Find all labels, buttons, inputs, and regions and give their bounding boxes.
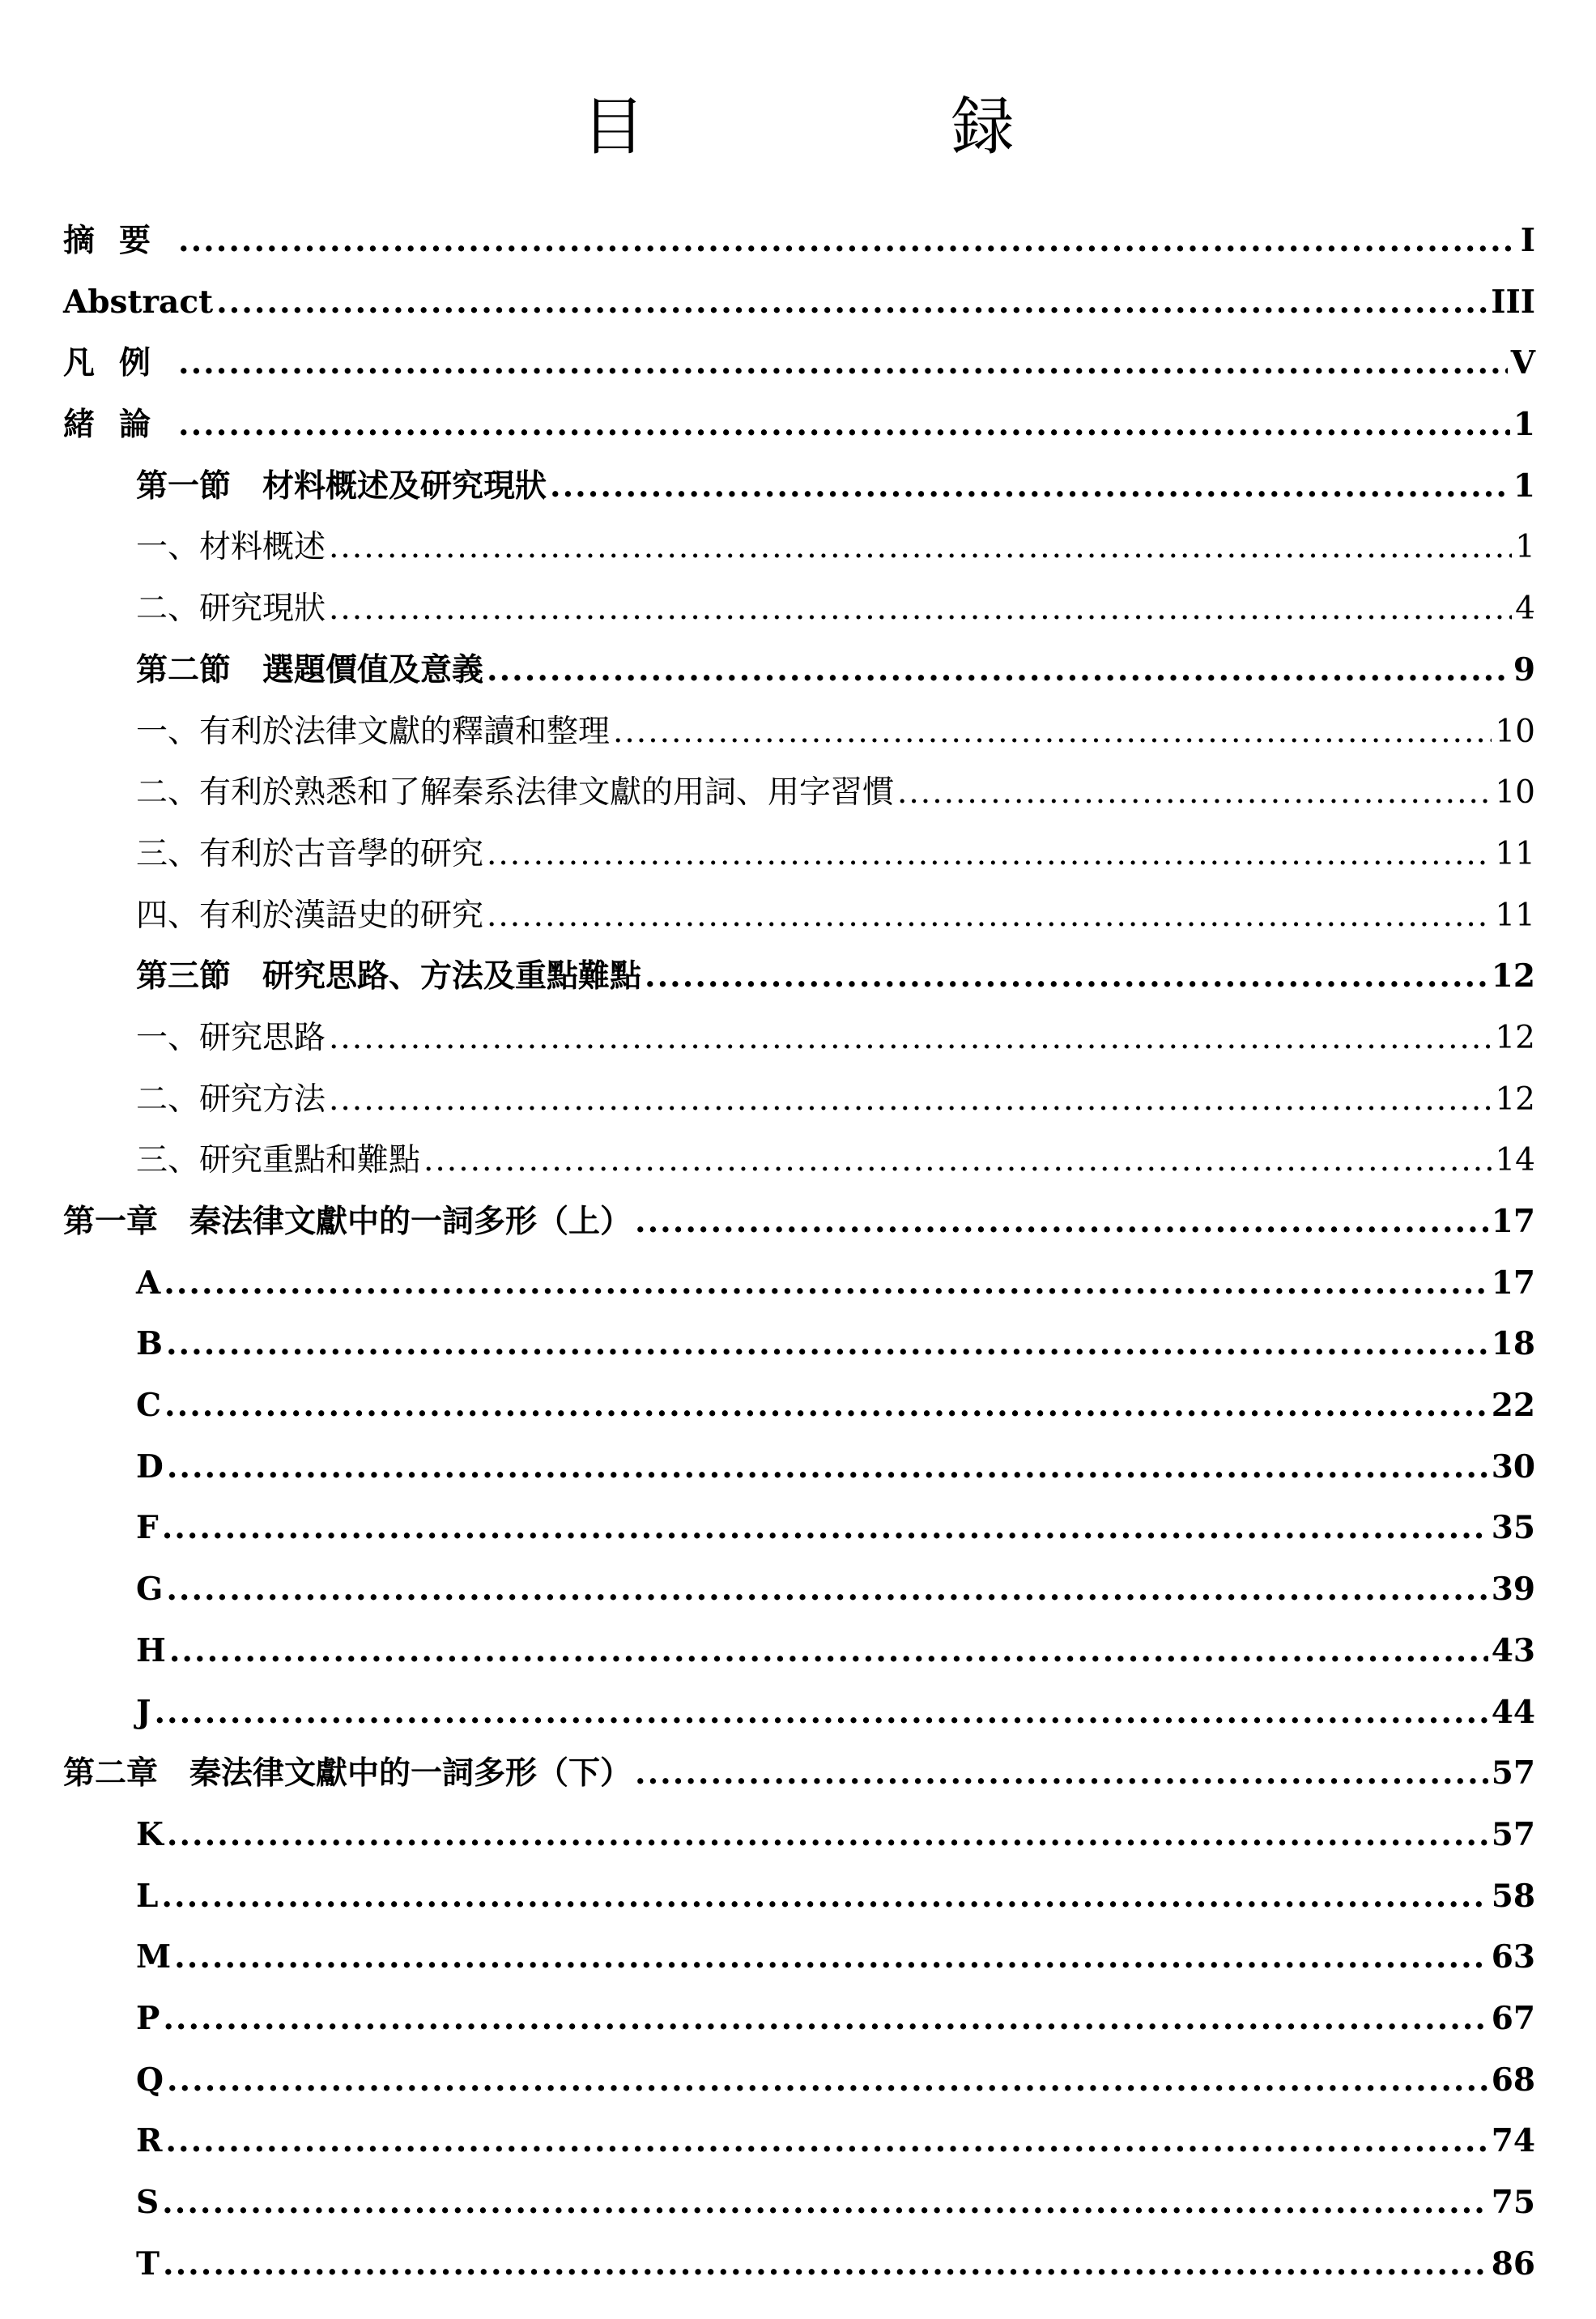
toc-entry-label: 摘要 [63, 222, 176, 259]
toc-entry-page-number: 43 [1491, 1631, 1535, 1669]
toc-entry-label: 凡例 [63, 344, 176, 382]
toc-entry-label: 三、有利於古音學的研究 [136, 835, 484, 872]
toc-entry-label: A [136, 1264, 161, 1302]
toc-dot-leader [167, 1437, 1488, 1498]
toc-dot-leader [162, 1498, 1488, 1559]
toc-entry-page-number: 22 [1491, 1387, 1535, 1425]
toc-entry[interactable] [63, 517, 1535, 578]
toc-entry[interactable] [63, 1008, 1535, 1069]
toc-entry-label: 一、研究思路 [136, 1019, 326, 1056]
toc-entry[interactable] [63, 1437, 1535, 1498]
toc-dot-leader [178, 211, 1517, 272]
toc-dot-leader [166, 1559, 1487, 1621]
toc-entry[interactable] [63, 2234, 1535, 2296]
toc-entry-label: Abstract [63, 283, 214, 321]
toc-entry-page-number: 12 [1491, 957, 1535, 995]
toc-entry[interactable] [63, 1191, 1535, 1253]
toc-entry-label: P [136, 1999, 160, 2037]
toc-entry-page-number: 11 [1495, 897, 1535, 934]
toc-entry-label: 一、有利於法律文獻的釋讀和整理 [136, 713, 611, 750]
toc-entry-page-number: 17 [1491, 1264, 1535, 1302]
toc-dot-leader [154, 1682, 1487, 1744]
toc-dot-leader [178, 394, 1510, 456]
toc-dot-leader [487, 885, 1492, 947]
toc-entry-page-number: III [1491, 283, 1535, 321]
toc-entry-page-number: 67 [1491, 1999, 1535, 2037]
toc-entry[interactable] [63, 394, 1535, 456]
toc-entry-label: 第一節 材料概述及研究現狀 [136, 467, 547, 505]
toc-dot-leader [635, 1743, 1488, 1805]
toc-entry-label: 二、研究方法 [136, 1081, 326, 1118]
toc-entry-label: S [136, 2184, 160, 2221]
table-of-contents [63, 211, 1535, 2295]
toc-entry-label: K [136, 1815, 164, 1853]
toc-dot-leader [329, 578, 1512, 640]
toc-entry-page-number: I [1520, 222, 1535, 259]
toc-entry[interactable] [63, 1989, 1535, 2050]
toc-dot-leader [166, 1314, 1488, 1375]
toc-entry-page-number: 39 [1491, 1571, 1535, 1609]
toc-dot-leader [165, 2111, 1487, 2172]
toc-entry-label: M [136, 1938, 172, 1976]
toc-entry[interactable] [63, 1069, 1535, 1131]
toc-entry-page-number: 35 [1491, 1509, 1535, 1547]
toc-dot-leader [174, 1927, 1488, 1989]
toc-entry-page-number: 1 [1513, 406, 1535, 444]
toc-entry-label: 二、研究現狀 [136, 590, 326, 628]
toc-entry-page-number: 86 [1491, 2244, 1535, 2283]
toc-dot-leader [423, 1130, 1492, 1191]
toc-dot-leader [550, 456, 1510, 518]
toc-entry[interactable] [63, 640, 1535, 701]
toc-entry-page-number: 74 [1491, 2122, 1535, 2160]
toc-entry-page-number: 4 [1515, 590, 1535, 628]
toc-entry-page-number: 58 [1491, 1877, 1535, 1915]
toc-dot-leader [897, 762, 1492, 824]
toc-entry-page-number: 12 [1495, 1019, 1535, 1056]
toc-entry[interactable] [63, 1130, 1535, 1191]
toc-entry[interactable] [63, 211, 1535, 272]
toc-entry-label: T [136, 2244, 160, 2283]
toc-entry[interactable] [63, 1375, 1535, 1437]
toc-entry[interactable] [63, 2172, 1535, 2234]
toc-entry-page-number: 44 [1491, 1693, 1535, 1731]
toc-entry-page-number: 10 [1495, 713, 1535, 750]
toc-dot-leader [164, 1375, 1488, 1437]
toc-dot-leader [487, 640, 1510, 701]
toc-entry-page-number: 75 [1491, 2184, 1535, 2221]
toc-entry-label: 第二節 選題價值及意義 [136, 650, 484, 688]
toc-entry-label: L [136, 1877, 159, 1915]
toc-dot-leader [163, 1989, 1487, 2050]
toc-dot-leader [164, 1253, 1487, 1315]
toc-entry-page-number: 17 [1491, 1203, 1535, 1240]
toc-entry[interactable] [63, 2050, 1535, 2112]
toc-entry-page-number: 12 [1495, 1081, 1535, 1118]
toc-entry[interactable] [63, 1559, 1535, 1621]
toc-entry-label: B [136, 1325, 163, 1363]
toc-entry-label: J [136, 1693, 151, 1731]
toc-entry[interactable] [63, 2111, 1535, 2172]
toc-entry[interactable] [63, 946, 1535, 1008]
toc-entry-label: 三、研究重點和難點 [136, 1142, 421, 1179]
toc-entry-label: 一、材料概述 [136, 529, 326, 566]
toc-dot-leader [635, 1191, 1488, 1253]
toc-entry[interactable] [63, 1866, 1535, 1928]
toc-entry-label: D [136, 1447, 164, 1486]
toc-entry-label: F [136, 1509, 159, 1547]
toc-entry[interactable] [63, 456, 1535, 518]
toc-entry-label: 第三節 研究思路、方法及重點難點 [136, 957, 642, 995]
toc-entry[interactable] [63, 885, 1535, 947]
toc-entry[interactable] [63, 1682, 1535, 1744]
toc-entry-label: 緒論 [63, 406, 176, 444]
toc-entry[interactable] [63, 1498, 1535, 1559]
toc-entry-label: 四、有利於漢語史的研究 [136, 897, 484, 934]
toc-dot-leader [167, 1805, 1488, 1866]
toc-entry[interactable] [63, 1805, 1535, 1866]
toc-entry[interactable] [63, 701, 1535, 763]
toc-dot-leader [178, 333, 1508, 394]
toc-entry-page-number: 1 [1513, 467, 1535, 505]
toc-entry-page-number: 18 [1491, 1325, 1535, 1363]
toc-entry-page-number: 11 [1495, 835, 1535, 872]
toc-entry-page-number: 68 [1491, 2061, 1535, 2099]
toc-entry[interactable] [63, 1314, 1535, 1375]
toc-dot-leader [329, 1069, 1492, 1131]
toc-entry-page-number: 10 [1495, 774, 1535, 812]
toc-entry[interactable] [63, 272, 1535, 334]
toc-entry-page-number: 14 [1495, 1142, 1535, 1179]
toc-entry-page-number: V [1510, 344, 1535, 382]
toc-dot-leader [163, 2234, 1488, 2296]
toc-entry-label: C [136, 1387, 162, 1425]
toc-dot-leader [645, 946, 1488, 1008]
toc-entry[interactable] [63, 1743, 1535, 1805]
toc-entry-label: G [136, 1571, 164, 1609]
toc-entry-page-number: 63 [1491, 1938, 1535, 1976]
toc-entry-page-number: 1 [1515, 529, 1535, 566]
toc-dot-leader [162, 2172, 1488, 2234]
toc-dot-leader [216, 272, 1487, 334]
toc-entry-label: R [136, 2122, 163, 2160]
toc-dot-leader [487, 824, 1492, 885]
toc-entry-label: Q [136, 2061, 164, 2099]
toc-entry[interactable] [63, 824, 1535, 885]
toc-entry-page-number: 30 [1491, 1447, 1535, 1486]
toc-dot-leader [613, 701, 1492, 763]
toc-entry-label: H [136, 1631, 166, 1669]
toc-entry-page-number: 57 [1491, 1754, 1535, 1793]
toc-entry-page-number: 57 [1491, 1815, 1535, 1853]
toc-entry[interactable] [63, 1253, 1535, 1315]
toc-entry[interactable] [63, 333, 1535, 394]
toc-dot-leader [329, 517, 1512, 578]
toc-entry[interactable] [63, 1927, 1535, 1989]
toc-entry[interactable] [63, 762, 1535, 824]
toc-entry[interactable] [63, 578, 1535, 640]
page-title: 目 録 [581, 91, 1136, 164]
toc-dot-leader [329, 1008, 1492, 1069]
toc-entry-label: 二、有利於熟悉和了解秦系法律文獻的用詞、用字習慣 [136, 774, 895, 812]
toc-dot-leader [169, 1621, 1488, 1682]
toc-entry[interactable] [63, 1621, 1535, 1682]
toc-entry-label: 第一章 秦法律文獻中的一詞多形（上） [63, 1203, 632, 1240]
toc-entry-page-number: 9 [1513, 650, 1535, 688]
toc-dot-leader [167, 2050, 1488, 2112]
toc-dot-leader [161, 1866, 1487, 1928]
toc-entry-label: 第二章 秦法律文獻中的一詞多形（下） [63, 1754, 632, 1793]
